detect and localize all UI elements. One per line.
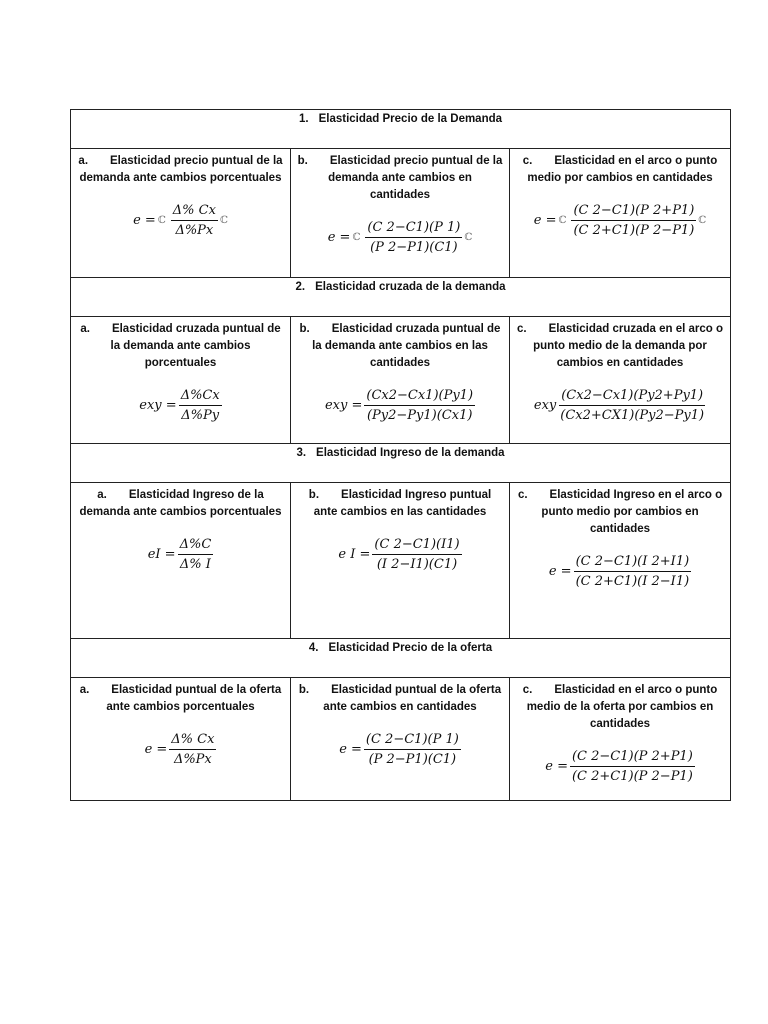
cell-description bbox=[71, 483, 290, 521]
item-letter: b. bbox=[298, 684, 310, 696]
cell-description bbox=[510, 317, 730, 372]
fraction bbox=[574, 552, 692, 591]
formula-lhs: e = bbox=[133, 213, 156, 228]
cell-description bbox=[71, 678, 290, 716]
table-body bbox=[71, 110, 731, 801]
fraction-denominator: (I 2−I1)(C1) bbox=[376, 557, 458, 572]
section-title: Elasticidad Ingreso de la demanda bbox=[316, 447, 505, 459]
formula-prefix-glyph: ℂ bbox=[558, 215, 567, 226]
item-text: Elasticidad puntual de la oferta ante cambios porcentuales bbox=[106, 684, 282, 713]
section-number: 3. bbox=[296, 447, 307, 459]
formula bbox=[510, 747, 730, 786]
fraction bbox=[571, 201, 696, 240]
item-text: Elasticidad precio puntual de la demanda ante cambios en cantidades bbox=[328, 155, 503, 201]
formula-cell bbox=[291, 678, 510, 801]
cell-description bbox=[510, 678, 730, 733]
formula-cell bbox=[291, 149, 510, 278]
fraction-numerator: (C 2−C1)(P 1) bbox=[364, 730, 461, 750]
fraction bbox=[178, 535, 214, 574]
formula-prefix-glyph: ℂ bbox=[352, 232, 361, 243]
formula-lhs: eI = bbox=[147, 547, 176, 562]
item-text: Elasticidad cruzada en el arco o punto medio de la demanda por cambios en cantidades bbox=[533, 323, 724, 369]
fraction-numerator: Δ%C bbox=[178, 535, 214, 555]
formula-lhs: e = bbox=[533, 213, 557, 228]
formula bbox=[71, 535, 290, 574]
fraction bbox=[570, 747, 695, 786]
fraction bbox=[558, 386, 706, 425]
fraction-denominator: Δ% I bbox=[179, 557, 211, 572]
section-header-row bbox=[71, 639, 731, 678]
item-text: Elasticidad Ingreso puntual ante cambios en las cantidades bbox=[313, 489, 492, 518]
formula-prefix-glyph: ℂ bbox=[157, 215, 166, 226]
section-number: 1. bbox=[299, 113, 309, 125]
section-number: 4. bbox=[308, 642, 319, 654]
item-letter: c. bbox=[516, 323, 527, 335]
fraction bbox=[179, 386, 222, 425]
section-title: Elasticidad Precio de la Demanda bbox=[318, 113, 503, 125]
fraction-denominator: (Py2−Py1)(Cx1) bbox=[366, 408, 473, 423]
item-letter: b. bbox=[308, 489, 320, 501]
fraction-numerator: (C 2−C1)(P 2+P1) bbox=[571, 201, 696, 221]
fraction bbox=[171, 201, 218, 240]
fraction-numerator: (C 2−C1)(P 1) bbox=[365, 218, 462, 238]
section-header-row bbox=[71, 278, 731, 317]
item-text: Elasticidad en el arco o punto medio de la oferta por cambios en cantidades bbox=[526, 684, 718, 730]
cell-description bbox=[291, 149, 509, 204]
formula-lhs: e = bbox=[545, 759, 568, 774]
fraction-denominator: (C 2+C1)(P 2−P1) bbox=[571, 769, 693, 784]
item-text: Elasticidad cruzada puntual de la demanda ante cambios en las cantidades bbox=[312, 323, 501, 369]
formula-lhs: e = bbox=[548, 564, 572, 579]
formula-cell bbox=[510, 149, 731, 278]
fraction-denominator: (P 2−P1)(C1) bbox=[370, 240, 458, 255]
formula-lhs: exy bbox=[533, 398, 557, 413]
formula-suffix-glyph: ℂ bbox=[698, 215, 707, 226]
item-letter: b. bbox=[299, 323, 310, 335]
formula-lhs: exy = bbox=[139, 398, 177, 413]
fraction bbox=[364, 386, 475, 425]
formula-cell bbox=[71, 149, 291, 278]
formula-cell bbox=[510, 483, 731, 639]
fraction-numerator: Δ% Cx bbox=[171, 201, 218, 221]
formula-cell bbox=[510, 317, 731, 444]
fraction bbox=[169, 730, 216, 769]
formula-cell bbox=[510, 678, 731, 801]
formula bbox=[510, 552, 730, 591]
cell-description bbox=[291, 317, 509, 372]
formula bbox=[71, 386, 290, 425]
cell-description bbox=[510, 149, 730, 187]
cell-description bbox=[510, 483, 730, 538]
item-text: Elasticidad en el arco o punto medio por cambios en cantidades bbox=[527, 155, 718, 184]
fraction-denominator: (P 2−P1)(C1) bbox=[368, 752, 457, 767]
item-letter: a. bbox=[97, 489, 107, 501]
formula bbox=[71, 730, 290, 769]
elasticity-table bbox=[70, 109, 731, 801]
fraction-denominator: (C 2+C1)(P 2−P1) bbox=[573, 223, 695, 238]
formula-cell bbox=[71, 678, 291, 801]
section-title: Elasticidad Precio de la oferta bbox=[328, 642, 493, 654]
formula bbox=[291, 535, 509, 574]
fraction-numerator: (C 2−C1)(I1) bbox=[372, 535, 461, 555]
cell-description bbox=[71, 149, 290, 187]
fraction-denominator: (C 2+C1)(I 2−I1) bbox=[575, 574, 690, 589]
item-text: Elasticidad Ingreso en el arco o punto medio por cambios en cantidades bbox=[541, 489, 723, 535]
formula bbox=[510, 386, 730, 425]
formula bbox=[291, 218, 509, 257]
section-number: 2. bbox=[295, 281, 306, 293]
formula-row bbox=[71, 678, 731, 801]
item-letter: a. bbox=[80, 323, 90, 335]
fraction-numerator: (C 2−C1)(I 2+I1) bbox=[574, 552, 692, 572]
section-title: Elasticidad cruzada de la demanda bbox=[315, 281, 506, 293]
fraction bbox=[365, 218, 462, 257]
section-header-cell bbox=[71, 444, 731, 483]
item-letter: a. bbox=[78, 155, 89, 167]
fraction-denominator: Δ%Px bbox=[173, 752, 212, 767]
item-text: Elasticidad cruzada puntual de la demanda ante cambios porcentuales bbox=[110, 323, 281, 369]
item-text: Elasticidad puntual de la oferta ante cambios en cantidades bbox=[323, 684, 502, 713]
fraction-denominator: (Cx2+CX1)(Py2−Py1) bbox=[560, 408, 705, 423]
formula bbox=[71, 201, 290, 240]
formula-lhs: e = bbox=[339, 742, 362, 757]
formula-row bbox=[71, 317, 731, 444]
section-header-cell bbox=[71, 110, 731, 149]
formula-row bbox=[71, 483, 731, 639]
fraction-numerator: Δ% Cx bbox=[169, 730, 216, 750]
cell-description bbox=[71, 317, 290, 372]
fraction-numerator: Δ%Cx bbox=[179, 386, 222, 406]
section-header-row bbox=[71, 444, 731, 483]
item-letter: a. bbox=[79, 684, 90, 696]
formula-cell bbox=[71, 483, 291, 639]
formula bbox=[291, 386, 509, 425]
item-letter: c. bbox=[522, 155, 533, 167]
item-letter: b. bbox=[297, 155, 308, 167]
formula-cell bbox=[71, 317, 291, 444]
cell-description bbox=[291, 678, 509, 716]
item-text: Elasticidad Ingreso de la demanda ante cambios porcentuales bbox=[79, 489, 282, 518]
fraction-numerator: (C 2−C1)(P 2+P1) bbox=[570, 747, 695, 767]
fraction bbox=[372, 535, 461, 574]
formula-suffix-glyph: ℂ bbox=[464, 232, 473, 243]
formula-lhs: e = bbox=[327, 230, 351, 245]
section-header-row bbox=[71, 110, 731, 149]
section-header-cell bbox=[71, 639, 731, 678]
fraction bbox=[364, 730, 461, 769]
formula-suffix-glyph: ℂ bbox=[219, 215, 228, 226]
fraction-numerator: (Cx2−Cx1)(Py2+Py1) bbox=[559, 386, 705, 406]
fraction-denominator: Δ%Py bbox=[181, 408, 220, 423]
fraction-denominator: Δ%Px bbox=[175, 223, 214, 238]
formula-cell bbox=[291, 483, 510, 639]
item-letter: c. bbox=[522, 684, 533, 696]
formula-lhs: exy = bbox=[324, 398, 363, 413]
formula-row bbox=[71, 149, 731, 278]
section-header-cell bbox=[71, 278, 731, 317]
formula-lhs: e = bbox=[144, 742, 168, 757]
formula bbox=[510, 201, 730, 240]
item-text: Elasticidad precio puntual de la demanda ante cambios porcentuales bbox=[79, 155, 283, 184]
formula-lhs: e I = bbox=[338, 547, 371, 562]
fraction-numerator: (Cx2−Cx1)(Py1) bbox=[364, 386, 475, 406]
item-letter: c. bbox=[517, 489, 528, 501]
formula bbox=[291, 730, 509, 769]
formula-cell bbox=[291, 317, 510, 444]
cell-description bbox=[291, 483, 509, 521]
